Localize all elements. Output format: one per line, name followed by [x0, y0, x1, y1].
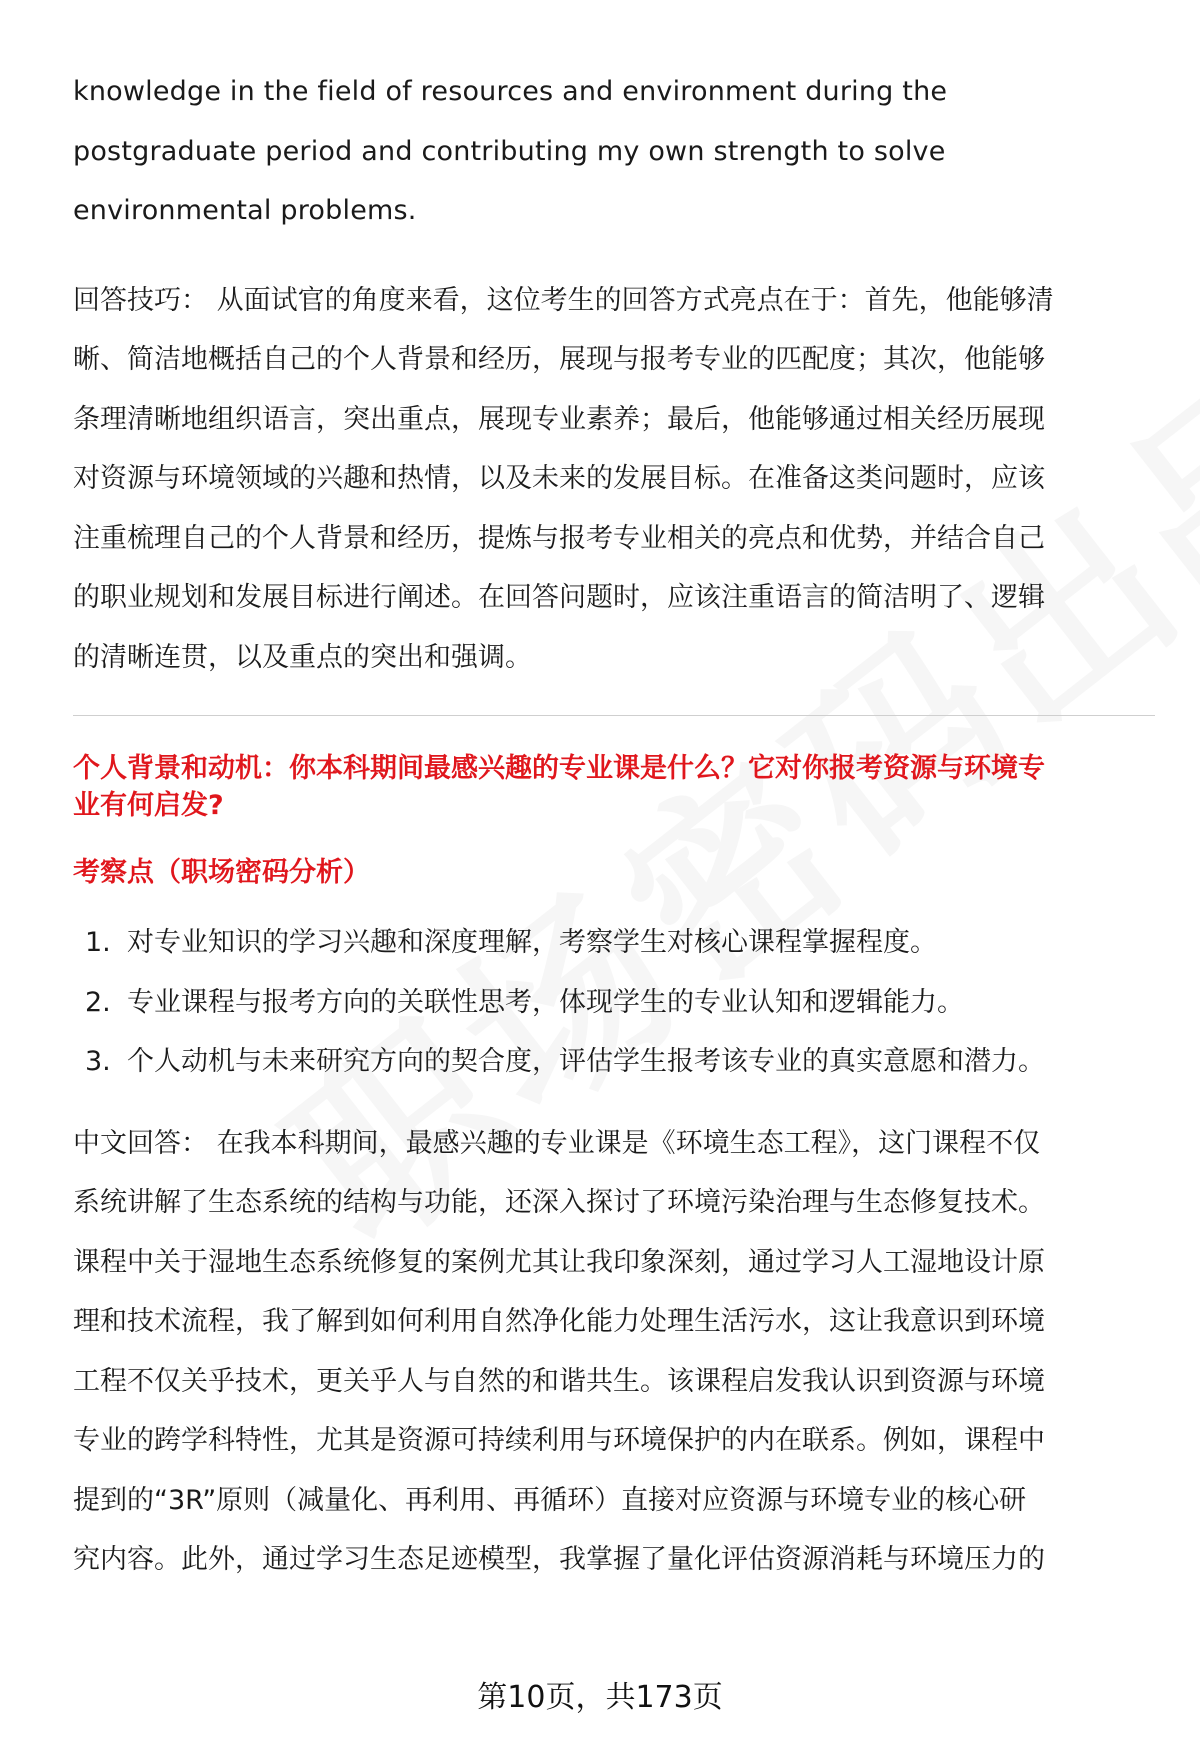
text-line: 理和技术流程，我了解到如何利用自然净化能力处理生活污水，这让我意识到环境: [73, 1306, 1045, 1337]
list-item: [73, 973, 1155, 1033]
text-line: environmental problems.: [73, 195, 417, 226]
text-line: 专业的跨学科特性，尤其是资源可持续利用与环境保护的内在联系。例如，课程中: [73, 1425, 1045, 1456]
text-line: 究内容。此外，通过学习生态足迹模型，我掌握了量化评估资源消耗与环境压力的: [73, 1544, 1045, 1575]
list-item: [73, 1032, 1155, 1092]
list-item-text: 专业课程与报考方向的关联性思考，体现学生的专业认知和逻辑能力。: [127, 986, 964, 1018]
page-number-footer: 第10页，共173页: [477, 1680, 723, 1715]
text-line: 对资源与环境领域的兴趣和热情，以及未来的发展目标。在准备这类问题时，应该: [73, 463, 1045, 494]
list-item-text: 对专业知识的学习兴趣和深度理解，考察学生对核心课程掌握程度。: [127, 927, 937, 958]
text-line: postgraduate period and contributing my own strength to solve: [73, 135, 946, 167]
list-number: 2.: [85, 986, 111, 1018]
question-heading: [73, 750, 1155, 824]
list-item-text: 个人动机与未来研究方向的契合度，评估学生报考该专业的真实意愿和潜力。: [127, 1046, 1045, 1077]
text-line: 课程中关于湿地生态系统修复的案例尤其让我印象深刻，通过学习人工湿地设计原: [73, 1246, 1045, 1278]
intro-english-paragraph: [73, 62, 1155, 241]
question-line: 个人背景和动机：你本科期间最感兴趣的专业课是什么？它对你报考资源与环境专: [73, 753, 1045, 784]
list-item: [73, 913, 1155, 973]
text-line: knowledge in the field of resources and environment during the: [73, 76, 948, 107]
text-line: 条理清晰地组织语言，突出重点，展现专业素养；最后，他能够通过相关经历展现: [73, 403, 1045, 435]
text-line: 晰、简洁地概括自己的个人背景和经历，展现与报考专业的匹配度；其次，他能够: [73, 344, 1045, 375]
text-line: 注重梳理自己的个人背景和经历，提炼与报考专业相关的亮点和优势，并结合自己: [73, 522, 1045, 554]
answer-tips-paragraph: [73, 271, 1155, 688]
section-divider: [73, 715, 1155, 716]
list-number: 3.: [85, 1046, 111, 1077]
text-line: 工程不仅关乎技术，更关乎人与自然的和谐共生。该课程启发我认识到资源与环境: [73, 1365, 1045, 1397]
text-line: 中文回答： 在我本科期间，最感兴趣的专业课是《环境生态工程》，这门课程不仅: [73, 1127, 1041, 1159]
text-line: 的职业规划和发展目标进行阐述。在回答问题时，应该注重语言的简洁明了、逻辑: [73, 582, 1045, 613]
text-line: 系统讲解了生态系统的结构与功能，还深入探讨了环境污染治理与生态修复技术。: [73, 1187, 1045, 1218]
text-line: 的清晰连贯，以及重点的突出和强调。: [73, 641, 532, 673]
text-line: 提到的“3R”原则（减量化、再利用、再循环）直接对应资源与环境专业的核心研: [73, 1484, 1027, 1516]
analysis-heading: 考察点（职场密码分析）: [73, 857, 370, 888]
chinese-answer-paragraph: [73, 1114, 1155, 1590]
document-page: [73, 62, 1155, 1590]
text-line: 回答技巧： 从面试官的角度来看，这位考生的回答方式亮点在于：首先，他能够清: [73, 284, 1054, 316]
list-number: 1.: [85, 927, 111, 958]
analysis-list: [73, 913, 1155, 1092]
question-line: 业有何启发?: [73, 790, 224, 821]
